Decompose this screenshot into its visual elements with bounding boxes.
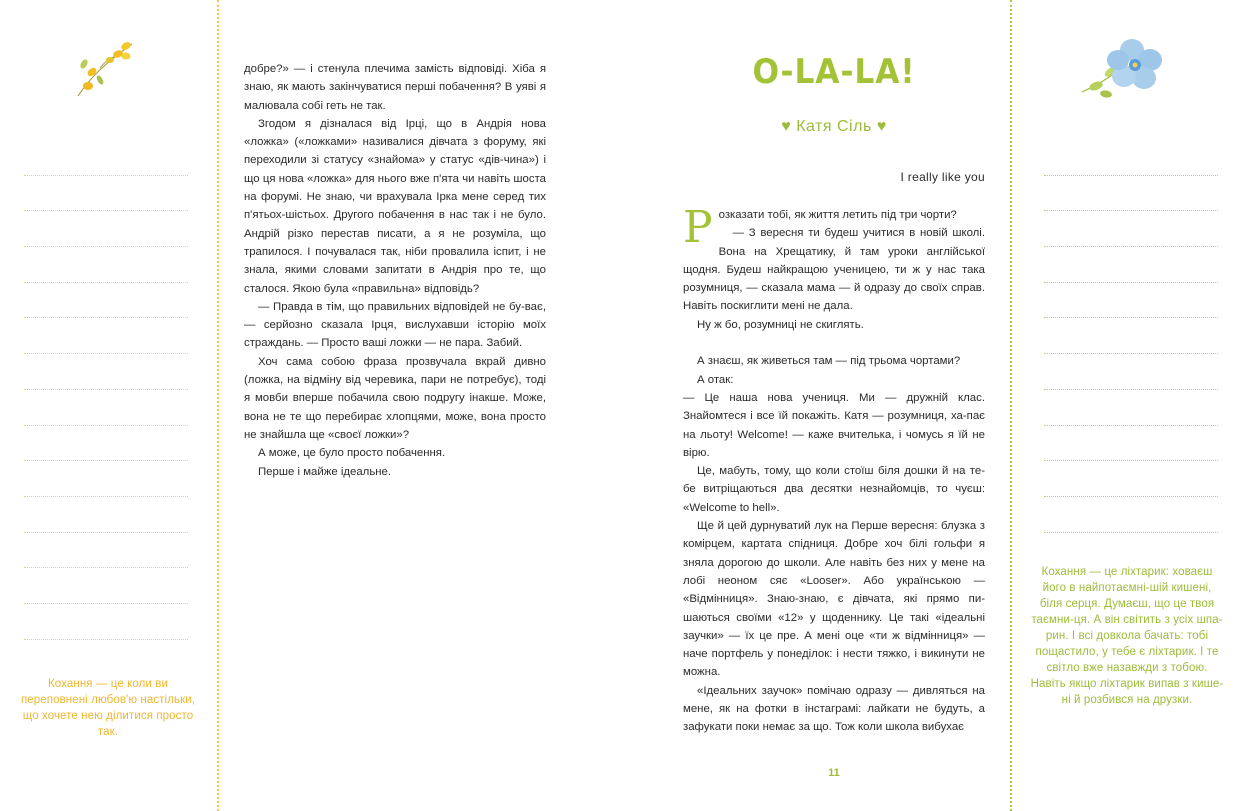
paragraph: Хоч сама собою фраза прозвучала вкрай дивно (ложка, на відміну від черевика, пари не потребує), тоді я мовби вперше побачила свою подругу інакше. Може, вона не те що перебирає хлопцями, може, вона просто не знайшла ще «своєї ложки»? <box>244 355 546 441</box>
page-number: 11 <box>828 767 840 779</box>
first-paragraph <box>683 202 985 253</box>
paragraph: — Це наша нова учениця. Ми — дружній клас. Знайомтеся і все їй покажіть. Катя — розумниця, ха-пає на льоту! Welcome! — каже вчителька, і чомусь я їй не вірю. <box>683 391 985 459</box>
forget-me-not-flower-icon <box>1080 34 1164 100</box>
left-page-text <box>244 60 546 481</box>
notebook-lines-left <box>24 140 188 640</box>
paragraph: Ще й цей дурнуватий лук на Перше вересня: блузка з комірцем, картата спідниця. Добре хоч білі гольфи я зняла дорогою до школи. Але навіть без них у мене на лобі неоном сяє «Looser». Або українською — «Відмінниця». Знаю-знаю, є дівчата, які прямо пи-шаються своїми «12» у щоденнику. Це такі «ідеальні заучки» — їх це пре. А мені оце «ти ж відмінниця» — наче портфель у понеділок: і нести тяжко, і викинути не можна. <box>683 520 985 679</box>
author-name: ♥ Катя Сіль ♥ <box>781 118 887 135</box>
paragraph: Це, мабуть, тому, що коли стоїш біля дошки й на те-бе витріщаються два десятки незнайомців, то чуєш: «Welcome to hell». <box>683 465 985 514</box>
paragraph: А може, це було просто побачення. <box>258 447 446 460</box>
paragraph: — З вересня ти будеш учитися в новій школі. Вона на Хрещатику, й там уроки англійської щодня. Будеш найкращою ученицею, ти ж у нас така розумниця, — сказала мама — й одразу до своїх справ. Навіть поскиглити мені не дала. <box>683 227 985 313</box>
paragraph: Ну ж бо, розумниці не скиглять. <box>697 318 864 331</box>
paragraph: «Ідеальних заучок» помічаю одразу — дивляться на мене, як на фотки в інстаграмі: лайкати не будуть, а зафукати поки немає за що. Тож коли школа вибухає <box>683 684 985 734</box>
paragraph: Перше і майже ідеальне. <box>258 465 392 478</box>
margin-note-right: Кохання — це ліхтарик: ховаєш його в найпотаємні-шій кишені, біля серця. Думаєш, що це твоя таємни-ця. А він світить з усіх шпа-рин. І всі довкола бачать: тобі пощастило, у тебе є ліхтарик. І те світло вже назавжди з тобою. Навіть якщо ліхтарик випав з кише-ні й розбився на друзки. <box>1030 566 1224 706</box>
drop-cap: Р <box>683 202 713 253</box>
paragraph: А отак: <box>697 373 734 386</box>
paragraph: А знаєш, як живеться там — під трьома чортами? <box>697 355 961 368</box>
paragraph: — Правда в тім, що правильних відповідей не бу-ває, — серйозно сказала Ірця, вислухавши історію моїх страждань. — Просто ваші ложки — не пара. Забий. <box>244 300 546 350</box>
notebook-lines-right <box>1044 140 1218 533</box>
right-page-text <box>683 202 985 737</box>
paragraph: добре?» — і стенула плечима замість відповіді. Хіба я знаю, як мають закінчуватися перші побачення? В уяві я малювала собі геть не так. <box>244 63 546 112</box>
section-gap <box>683 334 985 352</box>
mimosa-sprig-icon <box>70 34 140 98</box>
first-paragraph-text: озказати тобі, як життя летить під три чорти? <box>718 209 957 221</box>
chapter-title: O-LA-LA! <box>752 52 916 92</box>
paragraph: Згодом я дізналася від Ірці, що в Андрія нова «ложка» («ложками» називалися дівчата з форуму, які переходили зі статусу «знайома» у статус «дів-чина») і що ця нова «ложка» для нього вже п'ята чи навіть шоста на форумі. Не знаю, чи врахувала Ірка мене серед тих п'ятьох-шістьох. Другого побачення в нас так і не було. Андрій різко перестав писати, а я не розуміла, що трапилося. І почувалася так, ніби провалила іспит, і не знала, якими словами запитати в Андрія про те, що сталося. Якою була «правильна» відповідь? <box>244 117 546 295</box>
margin-note-left: Кохання — це коли ви переповнені любов'ю настільки, що хочете нею ділитися просто так. <box>20 678 196 738</box>
epigraph: I really like you <box>900 170 985 184</box>
